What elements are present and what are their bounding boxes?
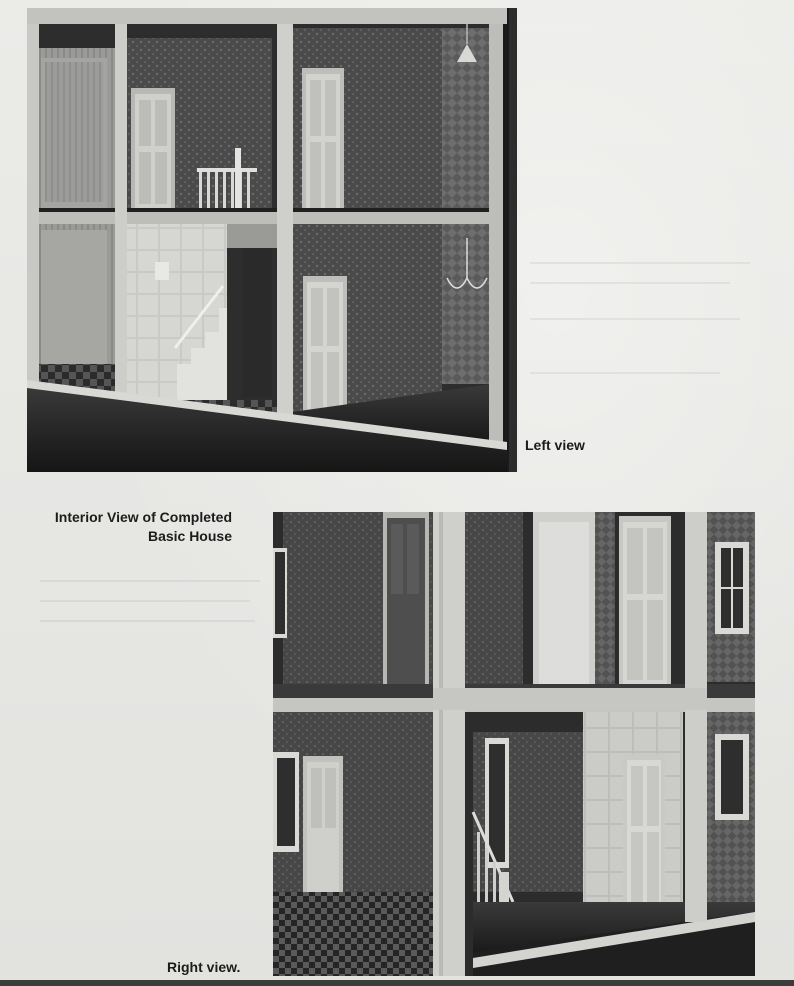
interior-view-caption: [14, 508, 232, 546]
right-view-caption: Right view.: [167, 959, 241, 975]
bleed-through-line: [530, 262, 750, 264]
bleed-through-line: [40, 580, 260, 582]
left-view-illustration: [27, 8, 517, 472]
left-view-caption: Left view: [525, 437, 585, 453]
right-view-illustration: [273, 512, 755, 976]
page-bottom-edge: [0, 980, 794, 986]
left-view-photo: [27, 8, 517, 472]
right-view-photo: [273, 512, 755, 976]
interior-caption-line1: Interior View of Completed: [54, 509, 232, 525]
bleed-through-line: [530, 372, 720, 374]
bleed-through-line: [40, 600, 250, 602]
interior-caption-line2: Basic House: [147, 528, 232, 544]
bleed-through-line: [530, 282, 730, 284]
bleed-through-line: [530, 318, 740, 320]
bleed-through-line: [40, 620, 255, 622]
